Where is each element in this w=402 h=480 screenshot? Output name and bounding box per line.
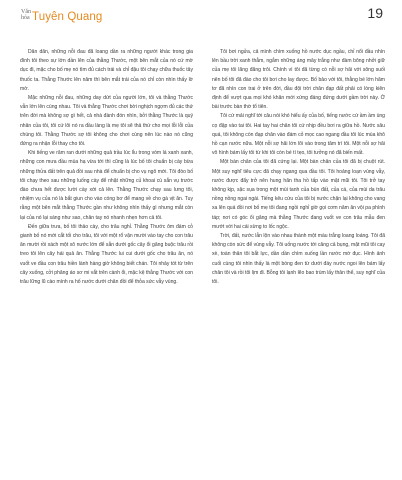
paragraph: Khi tiếng ve râm ran dưới những quả trầu lúc lỉu trong vòm lá xanh xanh, những con mưa đầu mùa hạ vừa tới thì cũng là lúc bố tôi chuẩn bị cày bừa những thửa đất trên quả đồi sau nhà để chuẩn bị cho vụ ngô mới. Tôi đòo bố tôi chạy theo sau những luống cày để nhặt những củ khoai cù sắn vụ trước đào chưa hết được lười cày xới cả lên. Thằng Thước chạy sau lưng tôi, nhiệm vụ của nó là bắt giun cho vào cóng bơ để mang về cho gà vịt ăn. Tuy rằng một bên mắt thằng Thước gần như không nhìn thấy gì nhưng mắt còn lại của nó lại sáng như sao, chân tay nó nhanh nhẹn hơn cả tôi. [20, 150, 193, 221]
paragraph: Trời, đất, nước lẫn lộn vào nhau thành một màu trắng loang loáng. Tôi đã không còn sức để vùng vẫy. Tôi uống nước tới căng cả bụng, mặt mũi tôi cay xè, toàn thân tôi bắt lực, dần dần chìm xuống lần nước mờ đục. Hình ảnh cuối cùng tôi nhìn thấy là một bóng đen từ dưới đáy nước ngoi lên bám lấy chân tôi và rồi tôi lịm đi. Bỗng tôi lạnh lẽo bao trùm lấy thân thể, suy nghĩ của tôi. [212, 233, 385, 286]
right-text-column [212, 48, 385, 287]
left-text-column [20, 48, 193, 287]
page-number: 19 [367, 5, 383, 21]
logo-prefix-line1: Văn [21, 9, 31, 15]
paragraph: Mặc những nỗi đau, những day dứt của người lớn, tôi và thằng Thước vẫn lớn lên cùng nhau. Tôi và thằng Thước chơi bời nghịch ngợm đủ các thứ trên đời mà không sợ gì hết, cả nhà đành đón nhìn, bởi thằng Thước là quý nhân của tôi, tôi cứ lôi nó ra đầu làng là mẹ tôi sẽ thả thứ cho mọi lỗi lỗi của chúng tôi. Thằng Thước sợ tôi không cho chơi cùng nên lúc nào nó cũng đứng ra nhận lỗi thay cho tôi. [20, 95, 193, 148]
logo-title: Tuyên Quang [32, 11, 103, 23]
logo-prefix [21, 9, 31, 21]
paragraph: Tôi cứ mải nghĩ tới câu nói khó hiểu ấy của bố, tiếng nước cứ ầm ầm ùng cọ đập vào tai tôi. Hai tay hai chân tôi cứ nhịp đều bơi ra giữa hồ. Nước sâu quá, tôi không còn đạp chân vào đám cỏ mọc cao ngang đầu tôi lúc mùa khô hồ cạn nước nữa. Một nỗi sợ hãi lớn lõi vào trong tâm trí tôi. Một nỗi sợ hãi vô hình bám lấy tôi từ khi tôi còn bé tí tẹo, tôi tưởng nó đã biến mất. [212, 113, 385, 157]
page-header [0, 0, 402, 30]
logo-prefix-line2: hóa [21, 15, 30, 21]
paragraph: Một bàn chân của tôi đã cứng lại. Một bàn chân của tôi đã bị chuột rút. Một suy nghĩ tiêu cực đã chạy ngang qua đầu tôi. Tôi hoảng loạn vùng vẫy, nước được đẩy trở nên hung hãn tha hồ tấp vào mặt mũi tôi. Tôi trở tay không kịp, sặc sụa trong một mùi tanh của bùn đất, của cá, của mùi da trâu nồng nồng ngai ngái. Tiếng kêu cứu của tôi bị nước chặn lại không cho vang xa lên quá đồi nơi bố mẹ tôi đang ngồi nghỉ giờ gọi cơm năm ăn vội pa phình táp; nơi có góc ổi găng mà thằng Thước đang vuốt ve con trâu mẫu đen mướt với hai cái sừng to lốc ngộc. [212, 159, 385, 230]
paragraph: Đến giữa trưa, bố tôi thảo cày, cho trâu nghỉ. Thằng Thước ôm đám cỏ gianh bố nó mới cắt tối cho trâu, tôi với một rổ vặn mười vào tay cho con trâu ăn mười rồi xách một xô nước lớn để sẵn dưới gốc cây ổi găng buộc trâu rồi treo tôi lên cây hái quả ăn. Thằng Thước lui cui dưới gốc cho trâu ăn, nó vuốt ve đầu con trâu hiền lành hàng giờ không biết chán. Tôi nhảy tót từ trên cây xuống, cởi phăng áo sơ mi vắt trên cành ổi, mặc kệ thằng Thước với con trâu lững lũ cào mình ra hố nước dưới chân đồi để thỏa sức vẫy vùng. [20, 223, 193, 286]
paragraph: Tôi bơi ngửa, cả mình chìm xuống hồ nước dục ngầu, chỉ nổi đầu nhìn lên bầu trời xanh thẳm, ngắm những áng mây trắng như đàm bông nhởi giữ của mẹ tôi lãng đãng trôi. Chính vì tôi đã từng có nỗi sợ hãi với sông suối nên bố tôi đã đào cho tôi bơi cho lay được. Bố bảo với tôi, thằng bé lớn hãm tơ đã nhìn con trai ở trên đời, đầu đội trời chân đạp đất phải có lòng kiên định để vượt qua mọi khó khăn mới xứng đáng đứng dưới gầm trời này. Ở bài trước bàn thờ tổ tiên. [212, 49, 385, 111]
magazine-logo [21, 6, 102, 24]
paragraph: Dân dãn, những nỗi đau đã loang dần ra những người khác trong gia đình tôi theo sự lớn dần lên của thằng Thước, một bên mắt của nó cứ mờ dục đi, mặc cho bố mẹ nó tìm đủ cách trái và chỉ đậu tôi chạy chữa thuốc tây thuốc ta. Thằng Thước lên năm thì bên mắt trái của nó chỉ còn nhìn thấy lờ mờ. [20, 49, 193, 92]
